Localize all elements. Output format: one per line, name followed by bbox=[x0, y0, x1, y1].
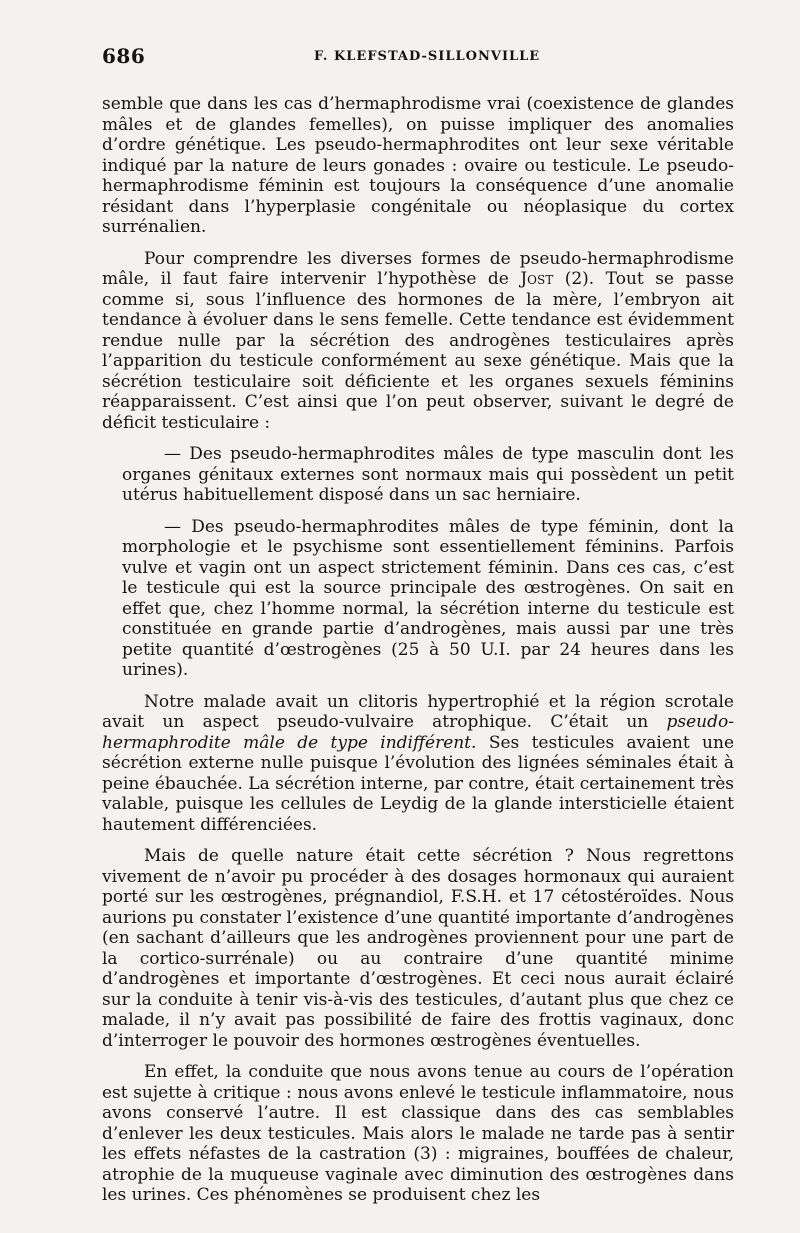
paragraph-text: (2). Tout se passe comme si, sous l’influence des hormones de la mère, l’embryon ait tendance à évoluer dans le sens femelle. Cette tendance est évidemment rendue nulle par la sécrétion des androgènes testiculaires après l’apparition du testicule conformément au sexe génétique. Mais que la sécrétion testiculaire soit déficiente et les organes sexuels féminins réapparaissent. C’est ainsi que l’on peut observer, suivant le degré de déficit testiculaire : bbox=[102, 269, 734, 433]
paragraph-jost-hypothesis bbox=[102, 249, 734, 434]
paragraph-text: Ses testicules avaient une sécrétion externe nulle puisque l’évolution des lignées séminales était à peine ébauchée. La sécrétion interne, par contre, était certainement très valable, puisque les cellules de Leydig de la glande intersticielle étaient hautement différenciées. bbox=[102, 732, 734, 835]
paragraph-text: Pour comprendre les diverses formes de pseudo-hermaphrodisme mâle, il faut faire intervenir l’hypothèse de bbox=[102, 248, 734, 289]
author-name: Jost bbox=[520, 269, 554, 289]
page-number: 686 bbox=[102, 44, 146, 68]
running-title: F. KLEFSTAD-SILLONVILLE bbox=[314, 49, 541, 64]
running-head bbox=[102, 40, 734, 70]
italic-diagnosis: pseudo-hermaphrodite mâle de type indifférent. bbox=[102, 712, 734, 753]
paragraph-patient-case bbox=[102, 692, 734, 836]
paragraph-text: Notre malade avait un clitoris hypertrophié et la région scrotale avait un aspect pseudo-vulvaire atrophique. C’était un bbox=[102, 691, 734, 732]
paragraph-hormonal-dosage: Mais de quelle nature était cette sécrétion ? Nous regrettons vivement de n’avoir pu procéder à des dosages hormonaux qui auraient porté sur les œstrogènes, prégnandiol, F.S.H. et 17 cétostéroïdes. Nous aurions pu constater l’existence d’une quantité importante d’androgènes (en sachant d’ailleurs que les androgènes proviennent pour une part de la cortico-surrénale) ou au contraire d’une quantité minime d’androgènes et importante d’œstrogènes. Et ceci nous aurait éclairé sur la conduite à tenir vis-à-vis des testicules, d’autant plus que chez ce malade, il n’y avait pas possibilité de faire des frottis vaginaux, donc d’interroger le pouvoir des hormones œstrogènes éventuelles. bbox=[102, 846, 734, 1051]
list-item-masculine-type: — Des pseudo-hermaphrodites mâles de type masculin dont les organes génitaux externes sont normaux mais qui possèdent un petit utérus habituellement disposé dans un sac herniaire. bbox=[122, 444, 734, 505]
paragraph-operation-conduct: En effet, la conduite que nous avons tenue au cours de l’opération est sujette à critique : nous avons enlevé le testicule inflammatoire, nous avons conservé l’autre. Il est classique dans des cas semblables d’enlever les deux testicules. Mais alors le malade ne tarde pas à sentir les effets néfastes de la castration (3) : migraines, bouffées de chaleur, atrophie de la muqueuse vaginale avec diminution des œstrogènes dans les urines. Ces phénomènes se produisent chez les bbox=[102, 1062, 734, 1205]
paragraph-hermaphrodism-types: semble que dans les cas d’hermaphrodisme vrai (coexistence de glandes mâles et de glandes femelles), on puisse impliquer des anomalies d’ordre génétique. Les pseudo-hermaphrodites ont leur sexe véritable indiqué par la nature de leurs gonades : ovaire ou testicule. Le pseudo-hermaphrodisme féminin est toujours la conséquence d’une anomalie résidant dans l’hyperplasie congénitale ou néoplasique du cortex surrénalien. bbox=[102, 94, 734, 237]
body-text bbox=[102, 94, 734, 1206]
list-item-feminine-type: — Des pseudo-hermaphrodites mâles de type féminin, dont la morphologie et le psychisme sont essentiellement féminins. Parfois vulve et vagin ont un aspect strictement féminin. Dans ces cas, c’est le testicule qui est la source principale des œstrogènes. On sait en effet que, chez l’homme normal, la sécrétion interne du testicule est constituée en grande partie d’androgènes, mais aussi par une très petite quantité d’œstrogènes (25 à 50 U.I. par 24 heures dans les urines). bbox=[122, 516, 734, 680]
